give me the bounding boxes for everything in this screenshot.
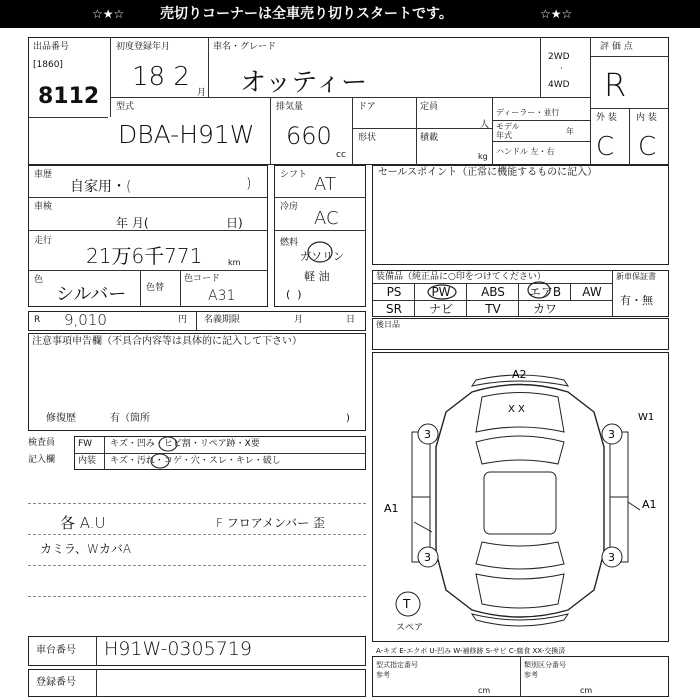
load-label: 積載 [420,133,439,143]
cm-unit-2: cm [580,686,593,695]
row1-tag: FW [78,439,93,449]
repair-label: 修復歴 [46,413,76,424]
equip-ps: PS [386,285,402,299]
ac-value: AC [314,208,339,229]
first-reg-label: 初度登録年月 [116,42,171,52]
capacity-unit: 人 [480,120,490,130]
displacement-label: 排気量 [276,102,304,112]
model-label: 型式 [116,102,135,112]
airbag-circle [524,280,554,300]
handwritten-2: F フロアメンバー 歪 [216,516,325,530]
repaint-label: 色替 [146,283,165,293]
yen-unit: 円 [178,315,188,325]
top-banner [0,0,700,28]
inspector-label2: 記入欄 [28,455,56,465]
ac-label: 冷房 [280,202,299,212]
capacity-label: 定員 [420,102,439,112]
equipment-label: 装備品（純正品に○印をつけてください） [376,272,546,282]
after-box [372,318,669,350]
banner-stars-left: ☆★☆ [92,7,125,21]
shift-label: シフト [280,170,308,180]
drive-dot: · [560,64,563,74]
reg-label: 登録番号 [36,677,76,688]
banner-stars-right: ☆★☆ [540,7,573,21]
car-damage-diagram [372,352,669,642]
banner-title: 売切りコーナーは全車売り切りスタートです。 [160,6,453,22]
door-label: ドア [358,102,376,112]
rear-bumper [472,614,568,626]
cc-unit: cc [336,150,346,160]
drive-2wd: 2WD [548,52,570,62]
rating-value: R [604,66,627,104]
car-trunk [476,574,564,608]
vin-label: 車台番号 [36,645,76,656]
mark-a1-left: A1 [384,502,399,515]
drive-4wd: 4WD [548,80,570,90]
warranty-value: 有・無 [620,294,653,307]
color-label: 色 [34,275,44,285]
fuel-diesel: 軽 油 [304,270,330,283]
dealer-label: ディーラー・並行 [496,108,560,117]
fuel-label: 燃料 [280,238,299,248]
equip-aw: AW [582,285,602,299]
reg-box [28,669,366,697]
displacement-value: 660 [286,122,332,150]
spare-label: スペア [396,623,424,633]
car-roof [484,472,556,534]
history-value: 自家用・( [70,179,132,195]
new-car-label: 新車保証書 [616,272,656,281]
int-label: 内 装 [636,113,657,123]
color-code-label: 色コード [184,274,221,284]
equip-sr: SR [386,302,402,316]
equip-navi: ナビ [428,302,453,316]
cm-unit-1: cm [478,686,491,695]
mark-a2: A2 [512,368,527,381]
spec-label2: 参考 [376,671,390,679]
handle-label: ハンドル 左・右 [496,147,555,156]
recycle-label: R [34,315,41,325]
equip-pw: PW [431,285,451,299]
repair-close: ) [346,413,350,424]
row1-text: キズ・凹み・ヒビ割・リペア跡・X要 [110,439,260,449]
inspection-close: 日) [226,216,243,230]
dent-circle [156,436,180,453]
lot-sub: [1860] [33,60,63,70]
mark-xx: X X [508,404,525,415]
notes-label: 注意事項申告欄（不具合内容等は具体的に記入して下さい） [32,336,302,347]
color-code-value: A31 [208,288,236,304]
history-close: ) [246,176,252,192]
title-deadline-label: 名義期限 [204,315,241,325]
gasoline-circle [306,240,334,264]
car-name-value: オッティー [240,68,368,98]
equip-airbag: エアB [528,285,562,299]
shape-label: 形状 [358,133,377,143]
class-label2: 参考 [524,671,538,679]
inspection-value: 年 月( [116,216,149,230]
lot-number: 8112 [38,84,100,109]
mark-3-rr: 3 [608,551,615,564]
ext-value: C [596,132,615,162]
row2-tag: 内装 [78,456,97,466]
ext-label: 外 装 [596,113,617,123]
year-unit: 年 [566,127,574,136]
mark-3-fl: 3 [424,428,431,441]
car-body-outline [436,385,604,618]
shift-value: AT [314,174,336,195]
model-value: DBA-H91W [118,120,255,149]
mark-3-rl: 3 [424,551,431,564]
mark-3-fr: 3 [608,428,615,441]
row2-text: キズ・汚れ・コゲ・穴・スレ・キレ・破し [110,456,281,466]
rating-label: 評 価 点 [600,42,633,52]
history-label: 車歴 [34,170,53,180]
inspector-label1: 検査員 [28,438,56,448]
vin-value: H91W-0305719 [104,638,252,660]
deadline-month: 月 [294,315,304,325]
diagram-legend: A-キズ E-エクボ U-凹み W-補修跡 S-サビ C-腐食 XX-交換済 [376,647,566,655]
pw-circle [424,283,460,301]
mileage-label: 走行 [34,236,53,246]
sales-point-box [372,165,669,265]
car-rear-window [476,542,564,569]
deadline-day: 日 [346,315,356,325]
first-reg-value: 18 2 [132,62,190,92]
car-name-label: 車名・グレード [213,42,277,52]
month-unit: 月 [197,88,207,98]
mark-t: T [403,597,411,611]
fuel-blank: ( ) [286,288,302,301]
mileage-value: 21万6千771 [86,244,203,268]
model-year-label: モデル 年式 [496,122,520,140]
car-windshield [476,436,564,464]
int-value: C [638,132,657,162]
inspection-label: 車検 [34,202,53,212]
color-value: シルバー [56,284,127,305]
after-label: 後日品 [376,320,400,329]
lot-label: 出品番号 [33,42,70,52]
handwritten-3: カミラ、WカバA [40,542,132,556]
class-label1: 類別区分番号 [524,661,566,669]
notes-box [28,333,366,431]
sales-point-label: セールスポイント（正常に機能するものに記入） [378,167,598,178]
stain-circle [148,453,172,470]
load-unit: kg [478,152,488,161]
mark-a1-right: A1 [642,498,657,511]
repair-value: 有（箇所 [110,413,150,424]
fuel-value: ガソリン [300,250,344,263]
equip-leather: カワ [532,302,557,316]
recycle-value: 9,010 [64,311,107,329]
spec-label1: 型式指定番号 [376,661,418,669]
km-unit: km [228,258,241,267]
handwritten-1: 各 A.U [60,514,106,532]
equip-abs: ABS [481,285,505,299]
mark-w1: W1 [638,412,655,423]
equip-tv: TV [485,302,501,316]
